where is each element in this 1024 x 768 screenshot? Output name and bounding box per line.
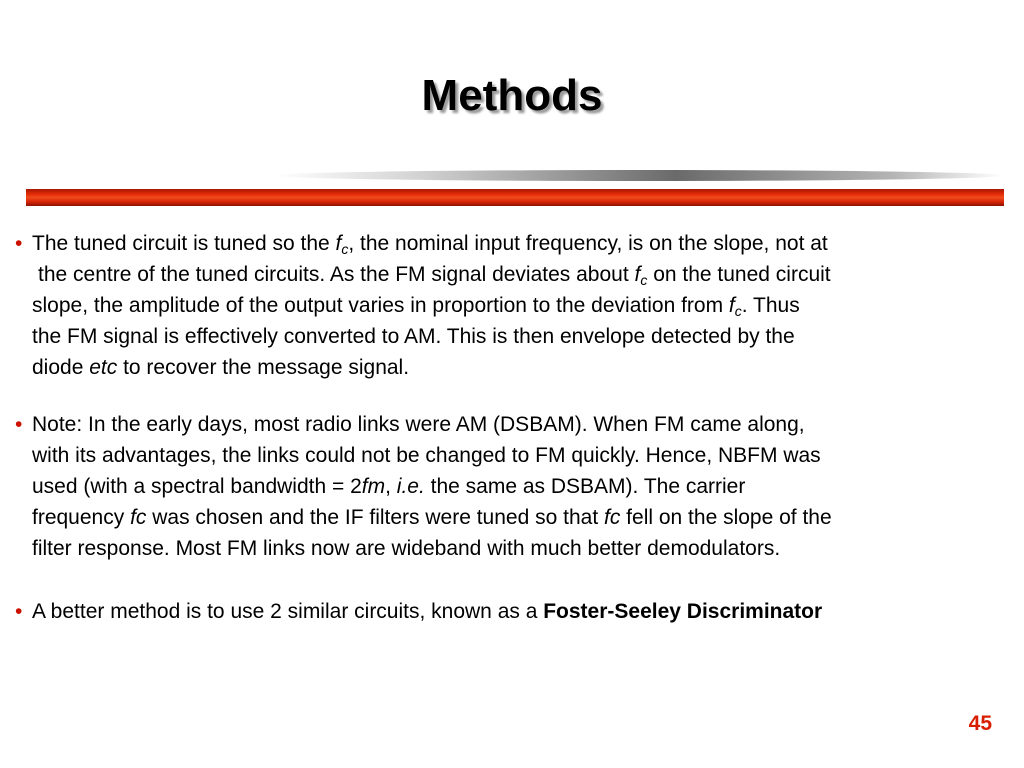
math-symbol: fc <box>130 506 147 529</box>
italic-run: etc <box>89 356 118 379</box>
math-symbol: fc <box>604 506 621 529</box>
text-run: the same as DSBAM). The carrier <box>424 475 746 498</box>
bullet-line: filter response. Most FM links now are wideband with much better demodulators. <box>32 537 781 560</box>
bullet-line <box>32 502 1015 533</box>
math-symbol: f <box>335 232 342 255</box>
text-run: fell on the slope of the <box>620 506 832 529</box>
bullet-line <box>32 352 1015 383</box>
math-symbol: fm <box>361 475 386 498</box>
text-run: diode <box>32 356 90 379</box>
page-number: 45 <box>968 712 992 735</box>
bullet-line <box>32 228 1015 259</box>
math-subscript: c <box>734 303 742 319</box>
bullet-line: Note: In the early days, most radio links were AM (DSBAM). When FM came along, <box>32 413 805 436</box>
title-underline-gray <box>275 170 1004 181</box>
text-run: slope, the amplitude of the output varies in proportion to the deviation from <box>32 294 729 317</box>
bullet-line <box>32 290 1015 321</box>
bullet-line: with its advantages, the links could not be changed to FM quickly. Hence, NBFM was <box>32 444 821 467</box>
text-run: on the tuned circuit <box>647 263 831 286</box>
slide-title: Methods <box>421 71 603 120</box>
text-run: used (with a spectral bandwidth = 2 <box>32 475 362 498</box>
bullet-item-tuned-circuit <box>15 228 1015 383</box>
math-subscript: c <box>341 241 349 257</box>
text-run: , <box>385 475 397 498</box>
title-divider-red-bar <box>26 189 1004 206</box>
bullet-line <box>32 471 1015 502</box>
bullet-icon: • <box>15 600 23 623</box>
bullet-item-note <box>15 409 1015 564</box>
text-run: was chosen and the IF filters were tuned so that <box>146 506 604 529</box>
bullet-icon: • <box>15 232 23 255</box>
text-run: The tuned circuit is tuned so the <box>32 232 336 255</box>
bullet-item-better-method <box>15 596 1015 627</box>
text-run: , the nominal input frequency, is on the slope, not at <box>348 232 828 255</box>
italic-run: i.e. <box>396 475 425 498</box>
text-run: . Thus <box>741 294 800 317</box>
math-symbol: f <box>634 263 641 286</box>
text-run: the centre of the tuned circuits. As the FM signal deviates about <box>38 263 635 286</box>
math-subscript: c <box>640 272 648 288</box>
text-run: to recover the message signal. <box>117 356 410 379</box>
text-run: A better method is to use 2 similar circuits, known as a <box>32 600 544 623</box>
bullet-line <box>32 596 1015 627</box>
bullet-list <box>15 228 1015 627</box>
bullet-line: the FM signal is effectively converted to AM. This is then envelope detected by the <box>32 325 795 348</box>
bullet-line <box>32 259 1015 290</box>
bold-term: Foster-Seeley Discriminator <box>543 600 823 623</box>
text-run: frequency <box>32 506 131 529</box>
math-symbol: f <box>728 294 735 317</box>
bullet-icon: • <box>15 413 23 436</box>
